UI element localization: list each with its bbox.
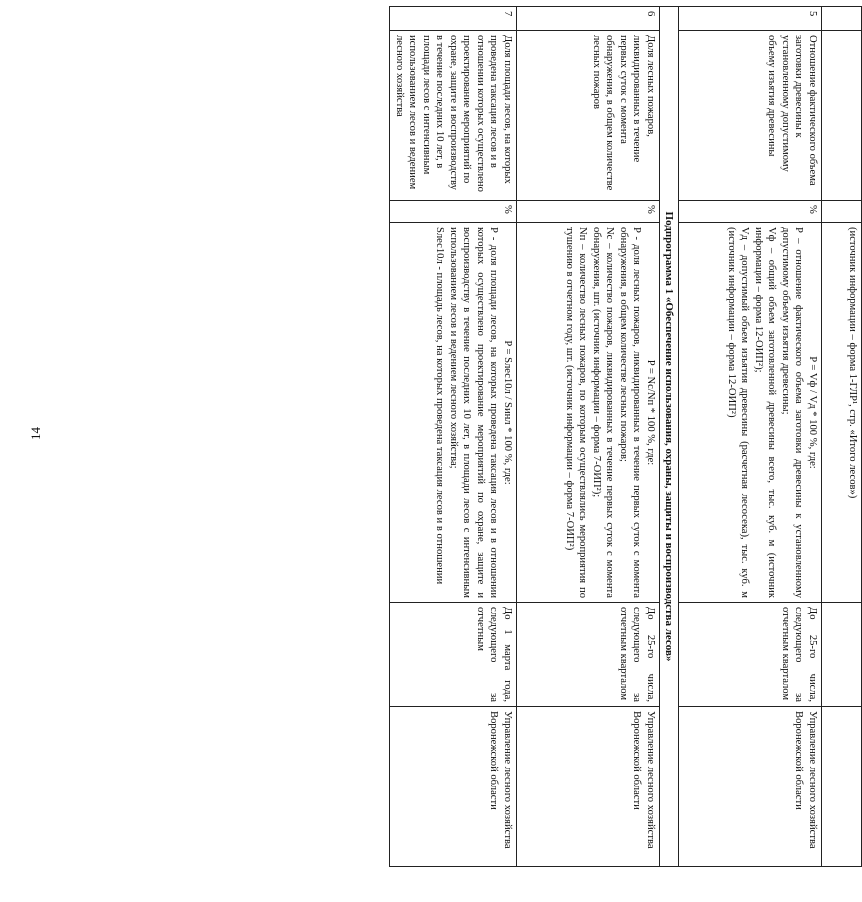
formula-line: Nc – количество пожаров, ликвидированных в течение первых суток с момента обнаружения, шт. (источник информации – форма 7-ОИП²);	[590, 227, 616, 598]
section-title: Подпрограмма 1 «Обеспечение использования, охраны, защиты и воспроизводства лесов»	[659, 7, 678, 867]
section-header-row	[659, 7, 678, 867]
row-number-cell: 5	[679, 7, 822, 31]
responsible-cell: Управление лесного хозяйства Воронежской области	[390, 707, 517, 867]
table-row	[679, 7, 822, 867]
table-row	[516, 7, 659, 867]
formula-line: Sлес10л - площадь лесов, на которых проведена таксация лесов и в отношении	[434, 227, 446, 585]
formula-line: P = Sлес10л / Sинл * 100 %, где:	[501, 340, 513, 485]
formula-line: P = Nc/Nп * 100 %, где:	[644, 359, 656, 466]
term-cell: До 1 марта года, следующего за отчетным	[390, 603, 517, 707]
formula-line: P - доля площади лесов, на которых проведена таксация лесов и в отношении которых осуществлено проектирование мероприятий по охране, защите и воспроизводству в течение последних 10 лет, в площади лесов с интенсивным использованием лесов и ведением лесного хозяйства;	[447, 227, 500, 598]
formula-line: P = Vф / Vд * 100 %, где:	[807, 356, 818, 469]
term-cell	[822, 603, 862, 707]
row-number-cell: 7	[390, 7, 517, 31]
indicator-name-cell: Отношение фактического объема заготовки древесины к установленному допустимому объему изъятия древесины	[679, 31, 822, 201]
table-row	[822, 7, 862, 867]
indicator-name-cell	[822, 31, 862, 201]
responsible-cell	[822, 707, 862, 867]
row-number-cell	[822, 7, 862, 31]
formula-cell	[679, 223, 822, 603]
formula-line: P – отношение фактического объема заготовки древесины к установленному допустимому объему изъятия древесины;	[779, 227, 805, 598]
formula-line: P - доля лесных пожаров, ликвидированных в течение первых суток с момента обнаружения, в общем количестве лесных пожаров;	[617, 227, 643, 598]
formula-line: Nп – количество лесных пожаров, по которым осуществлялись мероприятия по тушению в отчетном году, шт. (источник информации – форма 7-ОИП²)	[563, 227, 589, 598]
formula-cell	[390, 223, 517, 603]
term-cell: До 25-го числа, следующего за отчетным кварталом	[516, 603, 659, 707]
responsible-cell: Управление лесного хозяйства Воронежской области	[679, 707, 822, 867]
page-number: 14	[28, 427, 43, 440]
unit-cell: %	[516, 201, 659, 223]
row-number-cell: 6	[516, 7, 659, 31]
formula-line: Vд – допустимый объем изъятия древесины (расчетная лесосека), тыс. куб. м (источник информации – форма 12-ОИП²)	[725, 227, 751, 598]
unit-cell: %	[679, 201, 822, 223]
formula-line: Vф – общий объем заготовленной древесины всего, тыс. куб. м (источник информации – форма 12-ОИП²);	[752, 227, 778, 598]
unit-cell: %	[390, 201, 517, 223]
responsible-cell: Управление лесного хозяйства Воронежской области	[516, 707, 659, 867]
table-rotated-wrapper	[389, 6, 862, 867]
table-row	[390, 7, 517, 867]
indicator-name-cell: Доля площади лесов, на которых проведена таксация лесов и в отношении которых осуществлено проектирование мероприятий по охране, защите и воспроизводству в течение последних 10 лет, в площади лесов с интенсивным использованием лесов и ведением лесного хозяйства	[390, 31, 517, 201]
formula-line: (источник информации – форма 1-ГЛР¹, стр. «Итого лесов»)	[847, 227, 858, 499]
unit-cell	[822, 201, 862, 223]
indicator-name-cell: Доля лесных пожаров, ликвидированных в течение первых суток с момента обнаружения, в общем количестве лесных пожаров	[516, 31, 659, 201]
term-cell: До 25-го числа, следующего за отчетным кварталом	[679, 603, 822, 707]
formula-cell	[822, 223, 862, 603]
indicators-table	[389, 6, 862, 867]
formula-cell	[516, 223, 659, 603]
